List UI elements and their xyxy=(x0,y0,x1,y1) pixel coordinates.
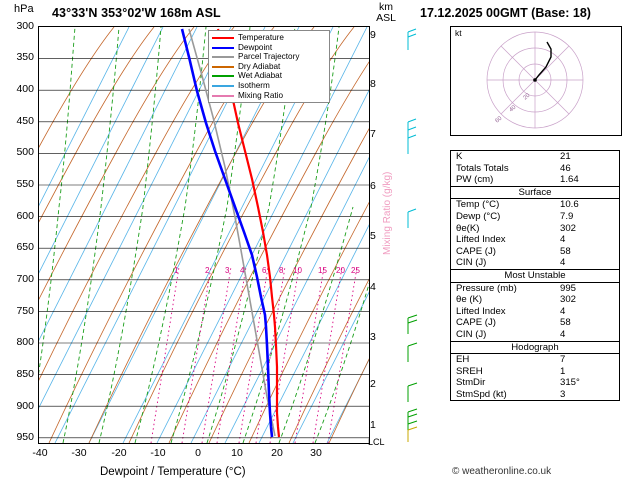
legend-item-isotherm xyxy=(212,81,326,91)
legend-item-dry-adiabat xyxy=(212,62,326,72)
value-dewp: 7.9 xyxy=(560,210,574,222)
header-most-unstable: Most Unstable xyxy=(451,269,619,283)
row-lifted-index-mu xyxy=(451,306,619,318)
x-axis-title: Dewpoint / Temperature (°C) xyxy=(100,466,246,478)
label-cin-surface: CIN (J) xyxy=(456,257,487,269)
svg-text:40: 40 xyxy=(508,104,518,114)
km-tick-1: 1 xyxy=(370,419,376,431)
row-k xyxy=(451,151,619,163)
row-stmdir xyxy=(451,377,619,389)
label-dewp: Dewp (°C) xyxy=(456,210,501,222)
y-tick-950: 950 xyxy=(16,431,34,443)
header-surface: Surface xyxy=(451,186,619,200)
wind-barb-column xyxy=(398,26,442,442)
mixing-ratio-value-20: 20 xyxy=(336,266,345,275)
km-tick-8: 8 xyxy=(370,78,376,90)
value-lifted-index-mu: 4 xyxy=(560,305,566,317)
mixing-ratio-value-1: 1 xyxy=(174,266,179,275)
mixing-ratio-value-4: 4 xyxy=(240,266,245,275)
y-tick-650: 650 xyxy=(16,241,34,253)
mixing-ratio-value-3: 3 xyxy=(225,266,230,275)
legend-label-isotherm: Isotherm xyxy=(238,80,270,90)
label-sreh: SREH xyxy=(456,365,483,377)
y-tick-350: 350 xyxy=(16,51,34,63)
km-tick-4: 4 xyxy=(370,281,376,293)
label-stmspd: StmSpd (kt) xyxy=(456,388,507,400)
label-stmdir: StmDir xyxy=(456,377,486,389)
row-pressure-mu xyxy=(451,283,619,295)
hodograph-unit-label: kt xyxy=(455,28,462,38)
lcl-label: LCL xyxy=(368,437,385,447)
mixing-ratio-value-25: 25 xyxy=(351,266,360,275)
value-sreh: 1 xyxy=(560,365,566,377)
y-tick-400: 400 xyxy=(16,83,34,95)
hodograph-svg xyxy=(451,27,619,133)
value-theta-e-surface: 302 xyxy=(560,222,577,234)
value-cin-surface: 4 xyxy=(560,257,566,269)
value-pw: 1.64 xyxy=(560,174,579,186)
mixing-ratio-value-10: 10 xyxy=(293,266,302,275)
run-datetime: 17.12.2025 00GMT (Base: 18) xyxy=(420,6,591,20)
legend-label-dewpoint: Dewpoint xyxy=(238,42,273,52)
legend-item-parcel xyxy=(212,52,326,62)
hodograph-panel xyxy=(450,26,622,136)
height-unit-label xyxy=(372,2,400,24)
svg-text:60: 60 xyxy=(494,115,504,125)
value-stmspd: 3 xyxy=(560,388,566,400)
station-title: 43°33'N 353°02'W 168m ASL xyxy=(52,6,221,20)
row-temp xyxy=(451,199,619,211)
y-tick-600: 600 xyxy=(16,210,34,222)
x-tick--10: -10 xyxy=(150,447,166,459)
label-eh: EH xyxy=(456,354,470,366)
mixing-ratio-value-8: 8 xyxy=(279,266,284,275)
legend-item-mixing-ratio xyxy=(212,91,326,101)
x-tick--40: -40 xyxy=(32,447,48,459)
header-hodograph: Hodograph xyxy=(451,341,619,355)
y-tick-850: 850 xyxy=(16,368,34,380)
y-tick-800: 800 xyxy=(16,336,34,348)
y-tick-450: 450 xyxy=(16,115,34,127)
legend-label-temperature: Temperature xyxy=(238,33,284,42)
legend-label-parcel: Parcel Trajectory xyxy=(238,52,300,62)
x-tick-30: 30 xyxy=(310,447,322,459)
hodograph-trace xyxy=(535,42,551,80)
km-tick-3: 3 xyxy=(370,331,376,343)
row-eh xyxy=(451,354,619,366)
value-cin-mu: 4 xyxy=(560,328,566,340)
row-theta-e-surface xyxy=(451,223,619,235)
km-tick-9: 9 xyxy=(370,29,376,41)
mixing-ratio-value-2: 2 xyxy=(205,266,210,275)
value-eh: 7 xyxy=(560,354,566,366)
y-tick-300: 300 xyxy=(16,20,34,32)
label-temp: Temp (°C) xyxy=(456,199,500,211)
row-sreh xyxy=(451,366,619,378)
height-unit-line1: km xyxy=(379,1,393,13)
label-cape-surface: CAPE (J) xyxy=(456,245,496,257)
row-theta-e-mu xyxy=(451,294,619,306)
height-unit-line2: ASL xyxy=(376,12,396,24)
value-totals-totals: 46 xyxy=(560,162,571,174)
label-pressure-mu: Pressure (mb) xyxy=(456,282,517,294)
x-tick-10: 10 xyxy=(231,447,243,459)
label-cin-mu: CIN (J) xyxy=(456,328,487,340)
value-k: 21 xyxy=(560,151,571,162)
legend-item-temperature xyxy=(212,33,326,43)
row-dewp xyxy=(451,211,619,223)
x-tick-20: 20 xyxy=(271,447,283,459)
x-tick--30: -30 xyxy=(71,447,87,459)
row-cape-mu xyxy=(451,317,619,329)
y-tick-750: 750 xyxy=(16,305,34,317)
mixing-ratio-axis-label: Mixing Ratio (g/kg) xyxy=(382,171,393,255)
value-pressure-mu: 995 xyxy=(560,282,577,294)
indices-panel xyxy=(450,150,620,401)
value-stmdir: 315° xyxy=(560,377,580,389)
row-cin-mu xyxy=(451,329,619,341)
y-tick-500: 500 xyxy=(16,146,34,158)
label-k: K xyxy=(456,151,463,162)
credit-text: © weatheronline.co.uk xyxy=(452,466,552,477)
row-pw xyxy=(451,174,619,186)
value-lifted-index-surface: 4 xyxy=(560,234,566,246)
legend-item-dewpoint xyxy=(212,43,326,53)
km-tick-6: 6 xyxy=(370,180,376,192)
label-lifted-index-surface: Lifted Index xyxy=(456,234,506,246)
mixing-ratio-value-15: 15 xyxy=(318,266,327,275)
y-tick-550: 550 xyxy=(16,178,34,190)
label-theta-e-surface: θe(K) xyxy=(456,222,480,234)
km-tick-7: 7 xyxy=(370,128,376,140)
row-stmspd xyxy=(451,389,619,401)
y-tick-700: 700 xyxy=(16,273,34,285)
chart-legend xyxy=(208,30,330,103)
y-tick-900: 900 xyxy=(16,400,34,412)
value-cape-mu: 58 xyxy=(560,317,571,329)
pressure-unit-label: hPa xyxy=(14,3,34,15)
x-tick-0: 0 xyxy=(195,447,201,459)
value-theta-e-mu: 302 xyxy=(560,294,577,306)
km-tick-2: 2 xyxy=(370,378,376,390)
label-theta-e-mu: θe (K) xyxy=(456,294,483,306)
legend-label-mixing-ratio: Mixing Ratio xyxy=(238,90,284,100)
legend-label-dry-adiabat: Dry Adiabat xyxy=(238,61,281,71)
row-cin-surface xyxy=(451,257,619,269)
legend-item-wet-adiabat xyxy=(212,71,326,81)
label-cape-mu: CAPE (J) xyxy=(456,317,496,329)
km-tick-5: 5 xyxy=(370,230,376,242)
label-totals-totals: Totals Totals xyxy=(456,162,509,174)
mixing-ratio-value-6: 6 xyxy=(262,266,267,275)
row-lifted-index-surface xyxy=(451,234,619,246)
label-pw: PW (cm) xyxy=(456,174,494,186)
value-temp: 10.6 xyxy=(560,199,579,211)
row-cape-surface xyxy=(451,246,619,258)
legend-label-wet-adiabat: Wet Adiabat xyxy=(238,71,282,81)
x-tick--20: -20 xyxy=(111,447,127,459)
svg-text:20: 20 xyxy=(522,92,532,102)
value-cape-surface: 58 xyxy=(560,245,571,257)
mixing-ratio-lines xyxy=(151,267,357,443)
label-lifted-index-mu: Lifted Index xyxy=(456,305,506,317)
row-totals-totals xyxy=(451,163,619,175)
